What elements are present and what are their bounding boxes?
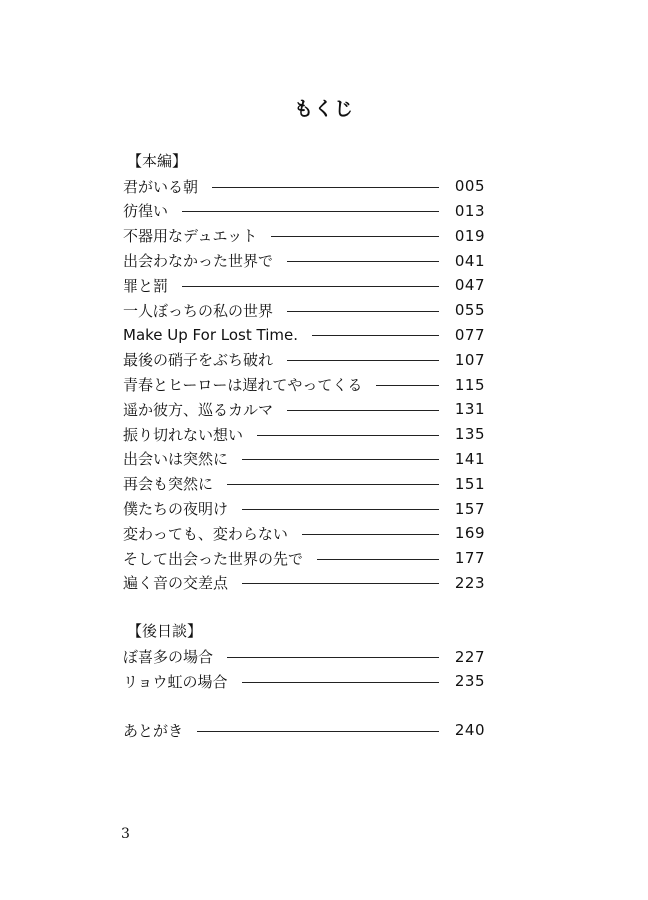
- entry-title: 遥か彼方、巡るカルマ: [123, 400, 274, 419]
- entry-title: 再会も突然に: [123, 475, 214, 494]
- entry-title: 出会わなかった世界で: [123, 252, 274, 271]
- leader-line: [317, 559, 439, 560]
- toc-entry: [123, 447, 485, 472]
- entry-title: 変わっても、変わらない: [123, 524, 288, 543]
- entry-title: 不器用なデュエット: [123, 227, 258, 246]
- leader-line: [227, 484, 439, 485]
- table-of-contents: [123, 149, 485, 743]
- entry-title: 罪と罰: [123, 276, 169, 295]
- toc-entry: [123, 422, 485, 447]
- toc-entry: [123, 397, 485, 422]
- entry-page-number: 005: [454, 177, 485, 196]
- leader-line: [182, 286, 439, 287]
- entry-page-number: 151: [454, 474, 485, 493]
- entry-title: 出会いは突然に: [123, 450, 229, 469]
- entry-page-number: 041: [454, 251, 485, 270]
- entry-page-number: 077: [454, 325, 485, 344]
- entry-title: 君がいる朝: [123, 177, 199, 196]
- toc-entry: [123, 571, 485, 596]
- entry-page-number: 107: [454, 350, 485, 369]
- toc-entry: [123, 471, 485, 496]
- entry-page-number: 235: [454, 672, 485, 691]
- toc-entry: [123, 248, 485, 273]
- entry-page-number: 157: [454, 499, 485, 518]
- entry-page-number: 115: [454, 375, 485, 394]
- entry-title: 彷徨い: [123, 202, 169, 221]
- section-heading-epilogue: 【後日談】: [127, 622, 203, 641]
- entry-title: あとがき: [123, 721, 184, 740]
- toc-entry: [123, 669, 485, 694]
- leader-line: [287, 410, 439, 411]
- leader-line: [287, 261, 439, 262]
- entry-page-number: 227: [454, 647, 485, 666]
- entry-page-number: 223: [454, 573, 485, 592]
- toc-entry: [123, 273, 485, 298]
- leader-line: [242, 583, 439, 584]
- main-entries-list: [123, 174, 485, 596]
- section-heading-main: 【本編】: [127, 152, 188, 170]
- toc-entry: [123, 298, 485, 323]
- leader-line: [287, 360, 439, 361]
- entry-title: Make Up For Lost Time.: [123, 325, 298, 344]
- toc-entry: [123, 174, 485, 199]
- leader-line: [227, 657, 439, 658]
- entry-page-number: 169: [454, 524, 485, 543]
- toc-entry: [123, 546, 485, 571]
- entry-title: そして出会った世界の先で: [123, 549, 304, 568]
- entry-title: 一人ぼっちの私の世界: [123, 301, 274, 320]
- entry-page-number: 240: [454, 721, 485, 740]
- section-spacer: [123, 595, 485, 619]
- entry-page-number: 131: [454, 400, 485, 419]
- entry-page-number: 013: [454, 201, 485, 220]
- entry-page-number: 019: [454, 226, 485, 245]
- entry-title: 僕たちの夜明け: [123, 500, 229, 519]
- entry-page-number: 047: [454, 276, 485, 295]
- leader-line: [376, 385, 439, 386]
- entry-page-number: 141: [454, 449, 485, 468]
- entry-title: 青春とヒーローは遅れてやってくる: [123, 376, 363, 395]
- leader-line: [287, 311, 439, 312]
- entry-page-number: 135: [454, 425, 485, 444]
- entry-title: 最後の硝子をぶち破れ: [123, 351, 274, 370]
- toc-entry: [123, 521, 485, 546]
- toc-entry-afterword: [123, 718, 485, 743]
- leader-line: [271, 236, 439, 237]
- page-number-folio: 3: [121, 826, 130, 842]
- leader-line: [182, 211, 439, 212]
- toc-entry: [123, 323, 485, 348]
- leader-line: [242, 459, 439, 460]
- leader-line: [302, 534, 439, 535]
- leader-line: [312, 335, 439, 336]
- entry-title: 遍く音の交差点: [123, 574, 229, 593]
- toc-entry: [123, 372, 485, 397]
- epilogue-entries-list: [123, 644, 485, 694]
- entry-title: 振り切れない想い: [123, 425, 244, 444]
- toc-entry: [123, 347, 485, 372]
- leader-line: [197, 731, 439, 732]
- leader-line: [212, 187, 439, 188]
- toc-entry: [123, 199, 485, 224]
- entry-title: ぼ喜多の場合: [123, 648, 214, 667]
- toc-entry: [123, 644, 485, 669]
- entry-page-number: 055: [454, 301, 485, 320]
- section-spacer: [123, 694, 485, 718]
- leader-line: [242, 509, 439, 510]
- entry-title: リョウ虹の場合: [123, 672, 228, 691]
- toc-entry: [123, 496, 485, 521]
- page-title: もくじ: [293, 98, 354, 120]
- entry-page-number: 177: [454, 549, 485, 568]
- leader-line: [242, 682, 439, 683]
- toc-entry: [123, 223, 485, 248]
- leader-line: [257, 435, 439, 436]
